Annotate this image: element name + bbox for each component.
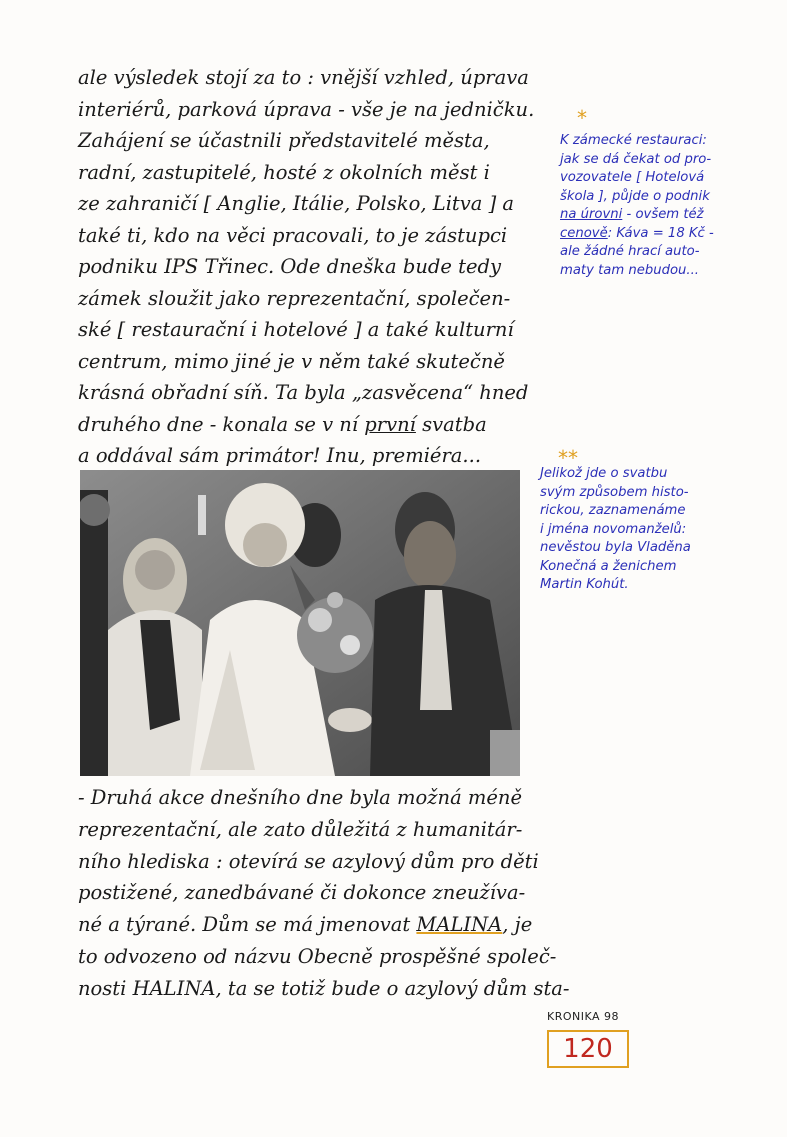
text-segment: druhého dne - konala se v ní (78, 412, 365, 436)
wedding-photo (80, 470, 520, 776)
text-segment: - ovšem též (622, 207, 704, 222)
text-line: zámek sloužit jako reprezentační, společen- (78, 286, 511, 310)
note-line: nevěstou byla Vladěna (540, 540, 691, 555)
note-line: maty tam nebudou... (560, 262, 699, 278)
underlined-word: první (364, 412, 416, 436)
text-segment: né a týrané. Dům se má jmenovat (78, 913, 417, 937)
note-line: vozovatele [ Hotelová (560, 170, 705, 185)
text-line: nosti HALINA, ta se totiž bude o azylový dům sta- (78, 976, 570, 1000)
text-line: ské [ restaurační i hotelové ] a také kulturní (78, 318, 514, 341)
text-segment: svatba (415, 412, 487, 436)
note-line: rickou, zaznamenáme (540, 503, 686, 518)
margin-note-restaurant (560, 132, 760, 280)
text-segment: : Káva = 18 Kč - (607, 225, 714, 241)
text-line: - Druhá akce dnešního dne byla možná méně (78, 786, 523, 809)
text-line: podniku IPS Třinec. Ode dneška bude tedy (78, 255, 502, 278)
note-line: i jména novomanželů: (540, 521, 687, 537)
underlined-word: na úrovni (560, 207, 623, 222)
note-line: K zámecké restauraci: (560, 133, 707, 148)
text-line: a oddával sám primátor! Inu, premiéra... (78, 444, 482, 467)
note-star-marker: ** (558, 446, 578, 470)
text-line: Zahájení se účastnili představitelé města, (78, 129, 490, 152)
text-segment: , je (502, 913, 533, 937)
text-line: reprezentační, ale zato důležitá z humanitár- (78, 817, 523, 841)
text-line: radní, zastupitelé, hosté z okolních měst i (78, 160, 490, 184)
note-star-marker: * (577, 106, 587, 130)
note-line: jak se dá čekat od pro- (560, 151, 712, 167)
page-number: 120 (547, 1030, 629, 1068)
underlined-word: cenově (560, 225, 608, 241)
wedding-photo-image (80, 470, 520, 776)
note-line: ale žádné hrací auto- (560, 244, 700, 259)
text-line: postižené, zanedbávané či dokonce zneužíva- (78, 881, 526, 905)
note-line: Jelikož jde o svatbu (540, 466, 668, 481)
note-line: Martin Kohút. (540, 577, 629, 592)
note-line: škola ], půjde o podnik (560, 188, 710, 204)
text-line: centrum, mimo jiné je v něm také skutečně (78, 349, 505, 373)
text-line: interiérů, parková úprava - vše je na jedničku. (78, 97, 535, 121)
text-line: ale výsledek stojí za to : vnější vzhled, úprava (78, 66, 529, 89)
text-line: také ti, kdo na věci pracovali, to je zástupci (78, 223, 508, 247)
text-line (78, 909, 548, 941)
main-handwritten-text (78, 62, 543, 472)
text-line: ze zahraničí [ Anglie, Itálie, Polsko, Litva ] a (78, 192, 515, 215)
note-line: Konečná a ženichem (540, 558, 677, 574)
text-line: krásná obřadní síň. Ta byla „zasvěcena“ hned (78, 381, 529, 404)
highlighted-name: MALINA (416, 913, 503, 937)
text-line: ního hlediska : otevírá se azylový dům pro děti (78, 849, 539, 873)
text-line (78, 409, 543, 441)
note-line (560, 206, 760, 225)
note-line: svým způsobem histo- (540, 484, 689, 500)
text-line: to odvozeno od názvu Obecně prospěšné společ- (78, 944, 557, 968)
chronicle-label: KRONIKA 98 (547, 1010, 620, 1023)
margin-note-wedding (540, 465, 755, 595)
note-line (560, 225, 760, 244)
lower-handwritten-text (78, 782, 570, 1005)
